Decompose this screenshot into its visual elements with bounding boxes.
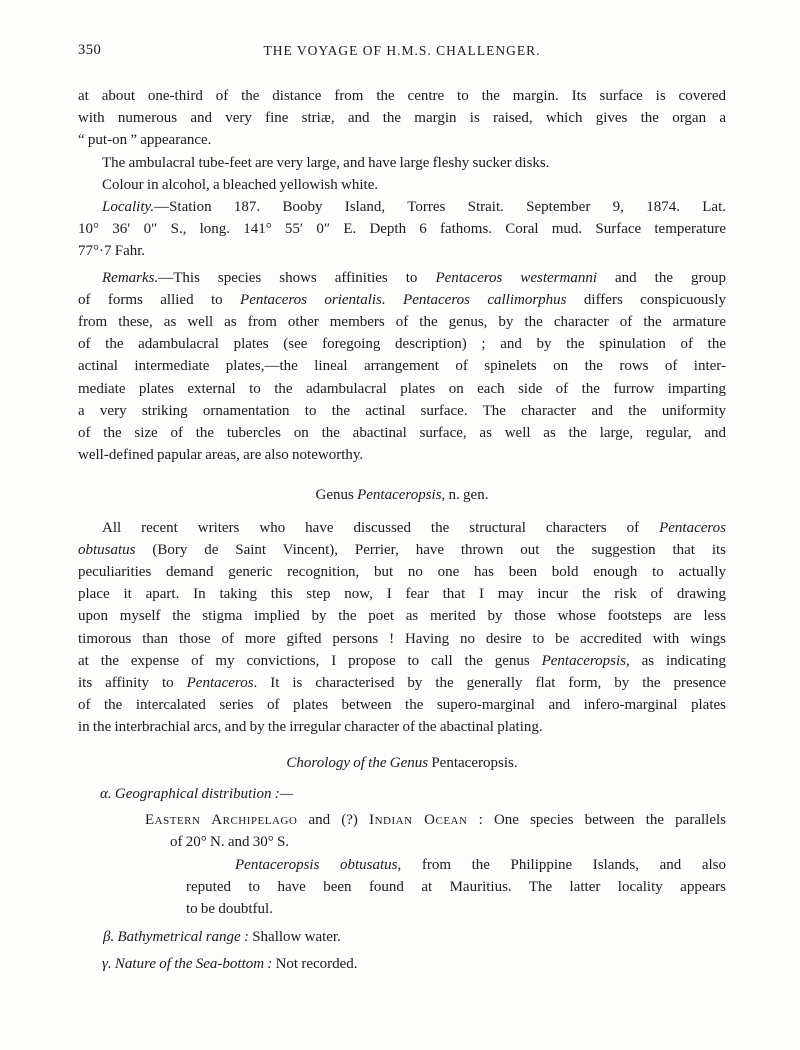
text-segment: Pentaceropsis obtusatus bbox=[235, 856, 398, 873]
text-line bbox=[102, 953, 726, 975]
text-line bbox=[78, 561, 726, 583]
text-segment: Genus bbox=[315, 487, 358, 504]
text-segment: with numerous and very fine striæ, and the margin is raised, which gives the organ a bbox=[78, 110, 726, 127]
text-line bbox=[78, 605, 726, 627]
text-line bbox=[78, 311, 726, 333]
text-segment: in the interbrachial arcs, and by the irregular character of the abactinal plating. bbox=[78, 719, 543, 736]
text-line bbox=[102, 152, 726, 174]
text-line bbox=[102, 196, 726, 218]
header-title: THE VOYAGE OF H.M.S. CHALLENGER. bbox=[263, 43, 541, 58]
text-segment: at the expense of my convictions, I propose to call the genus bbox=[78, 652, 542, 669]
text-segment: mediate plates external to the adambulacral plates on each side of the furrow imparting bbox=[78, 380, 726, 397]
heading-genus bbox=[78, 484, 726, 506]
text-segment: , n. gen. bbox=[441, 487, 489, 504]
text-segment: of the intercalated series of plates between the supero-marginal and infero-marginal plates bbox=[78, 697, 726, 714]
text-segment: differs conspicuously bbox=[566, 291, 727, 308]
text-segment: from these, as well as from other members of the genus, by the character of the armature bbox=[78, 314, 726, 331]
text-segment: “ put-on ” appearance. bbox=[78, 132, 212, 149]
text-line bbox=[186, 898, 726, 920]
text-segment: of forms allied to bbox=[78, 291, 241, 308]
text-segment: to be doubtful. bbox=[186, 900, 273, 917]
page-number: 350 bbox=[78, 42, 102, 58]
text-segment: at about one-third of the distance from the centre to the margin. Its surface is covered bbox=[78, 88, 726, 104]
text-line bbox=[78, 672, 726, 694]
text-line bbox=[78, 422, 726, 444]
text-line bbox=[103, 926, 726, 948]
text-line bbox=[102, 267, 726, 289]
text-line bbox=[145, 809, 726, 831]
text-segment: Pentaceropsis. bbox=[428, 754, 518, 771]
item-gamma-sea-bottom bbox=[78, 953, 726, 975]
text-line bbox=[235, 854, 726, 876]
text-line bbox=[170, 831, 726, 853]
text-line bbox=[78, 484, 726, 506]
text-line bbox=[78, 628, 726, 650]
paragraph-tube-feet bbox=[78, 152, 726, 174]
text-segment: of 20° N. and 30° S. bbox=[170, 834, 290, 851]
item-alpha-detail bbox=[78, 809, 726, 853]
item-beta-bathymetrical bbox=[78, 926, 726, 948]
text-segment: Pentaceropsis bbox=[541, 652, 627, 669]
text-segment: Pentaceros orientalis. bbox=[240, 291, 386, 308]
text-segment: All recent writers who have discussed the structural characters of bbox=[102, 519, 660, 536]
text-segment: Not recorded. bbox=[272, 956, 358, 973]
text-segment: place it apart. In taking this step now, I fear that I may incur the risk of drawing bbox=[78, 586, 726, 603]
text-segment: actinal intermediate plates,—the lineal arrangement of spinelets on the rows of inter- bbox=[78, 358, 726, 375]
text-segment: : One species between the parallels bbox=[467, 812, 726, 829]
text-segment: timorous than those of more gifted persons ! Having no desire to be accredited with wings bbox=[78, 630, 726, 647]
paragraph-colour bbox=[78, 174, 726, 196]
text-segment: of the adambulacral plates (see foregoing description) ; and by the spinulation of the bbox=[78, 336, 726, 353]
text-line bbox=[78, 539, 726, 561]
text-segment: Pentaceros bbox=[659, 519, 726, 536]
text-segment: β. Bathymetrical range : bbox=[103, 929, 249, 946]
text-segment bbox=[386, 292, 403, 308]
text-segment: of the size of the tubercles on the abactinal surface, as well as the large, regular, and bbox=[78, 425, 726, 442]
text-segment: —This species shows affinities to bbox=[158, 269, 436, 286]
item-species-note bbox=[78, 854, 726, 921]
text-segment: , as indicating bbox=[626, 652, 727, 669]
text-segment: , from the Philippine Islands, and also bbox=[397, 856, 727, 873]
text-segment: 77°·7 Fahr. bbox=[78, 243, 146, 260]
text-line bbox=[78, 289, 726, 311]
text-segment: well-defined papular areas, are also noteworthy. bbox=[78, 447, 364, 464]
text-line bbox=[78, 694, 726, 716]
text-line bbox=[78, 355, 726, 377]
text-line bbox=[78, 400, 726, 422]
running-head bbox=[78, 42, 726, 64]
text-segment: Indian Ocean bbox=[369, 812, 468, 829]
text-segment: Pentaceros bbox=[186, 675, 254, 692]
text-segment: (Bory de Saint Vincent), Perrier, have thrown out the suggestion that its bbox=[135, 541, 726, 558]
text-line bbox=[78, 444, 726, 466]
text-segment: 10° 36′ 0″ S., long. 141° 55′ 0″ E. Depth 6 fathoms. Coral mud. Surface temperature bbox=[78, 221, 726, 238]
page-body bbox=[78, 85, 726, 976]
text-segment: Eastern Archipelago bbox=[145, 812, 298, 829]
text-segment: upon myself the stigma implied by the poet as merited by those whose footsteps are less bbox=[78, 608, 726, 625]
text-line bbox=[102, 174, 726, 196]
text-segment: Colour in alcohol, a bleached yellowish white. bbox=[102, 176, 379, 193]
text-line bbox=[78, 583, 726, 605]
item-alpha-geographical bbox=[78, 783, 726, 805]
text-line bbox=[78, 240, 726, 262]
text-column bbox=[78, 42, 726, 976]
text-segment: and (?) bbox=[297, 812, 370, 829]
text-line bbox=[186, 876, 726, 898]
text-line bbox=[78, 716, 726, 738]
text-segment: . It is characterised by the generally flat form, by the presence bbox=[253, 675, 726, 692]
text-line bbox=[78, 378, 726, 400]
text-segment: γ. Nature of the Sea-bottom : bbox=[102, 956, 273, 973]
text-line bbox=[78, 333, 726, 355]
text-segment: its affinity to bbox=[78, 675, 187, 692]
text-line bbox=[100, 783, 726, 805]
text-segment: a very striking ornamentation to the actinal surface. The character and the uniformity bbox=[78, 402, 726, 419]
text-line bbox=[102, 517, 726, 539]
text-line bbox=[78, 107, 726, 129]
text-segment: Remarks. bbox=[102, 269, 159, 286]
text-segment: α. Geographical distribution :— bbox=[100, 785, 294, 802]
text-segment: Pentaceropsis bbox=[357, 487, 442, 504]
text-line bbox=[78, 129, 726, 151]
text-line bbox=[78, 85, 726, 107]
text-segment: Chorology of the Genus bbox=[286, 754, 429, 771]
text-segment: The ambulacral tube-feet are very large, and have large fleshy sucker disks. bbox=[102, 154, 550, 171]
paragraph-genus-discussion bbox=[78, 517, 726, 739]
text-segment: reputed to have been found at Mauritius. The latter locality appears bbox=[186, 878, 726, 895]
text-segment: Shallow water. bbox=[248, 929, 341, 946]
text-segment: and the group bbox=[597, 269, 726, 286]
text-segment: —Station 187. Booby Island, Torres Strait. September 9, 1874. Lat. bbox=[154, 199, 726, 216]
text-line bbox=[78, 752, 726, 774]
paragraph-locality bbox=[78, 196, 726, 263]
text-line bbox=[78, 218, 726, 240]
text-segment: Locality. bbox=[102, 199, 155, 216]
text-segment: obtusatus bbox=[78, 541, 136, 558]
paragraph-remarks bbox=[78, 267, 726, 467]
text-segment: Pentaceros callimorphus bbox=[403, 291, 567, 308]
text-segment: Pentaceros westermanni bbox=[435, 269, 598, 286]
text-line bbox=[78, 650, 726, 672]
heading-chorology bbox=[78, 752, 726, 774]
text-segment: peculiarities demand generic recognition, but no one has been bold enough to actually bbox=[78, 564, 726, 581]
paragraph-continuation bbox=[78, 85, 726, 152]
